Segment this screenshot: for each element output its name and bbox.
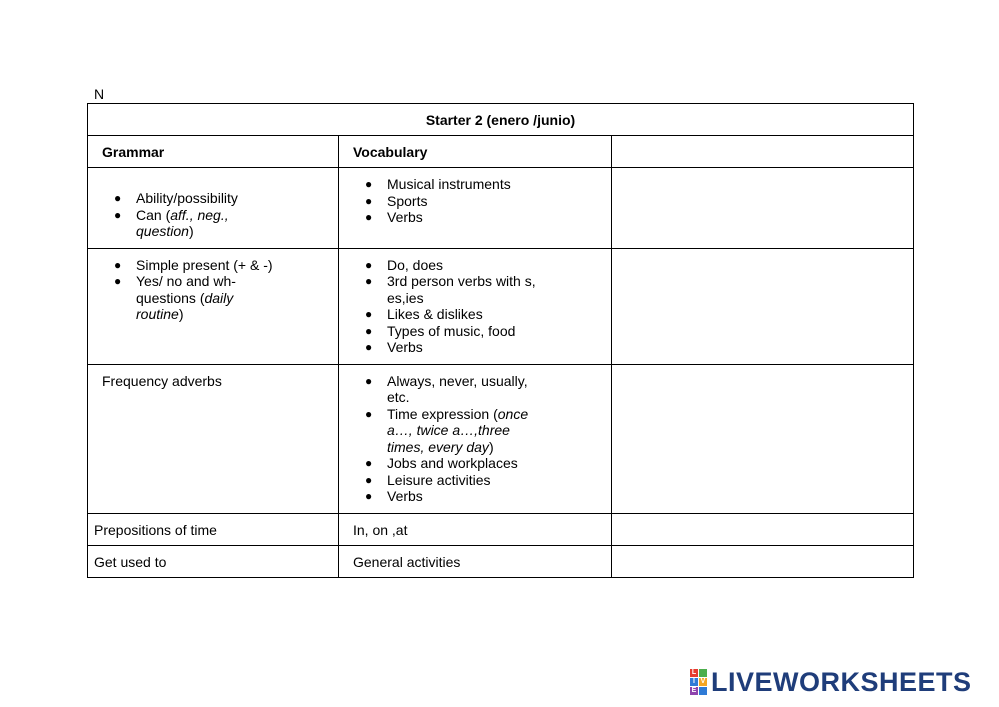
logo-text: LIVEWORKSHEETS	[711, 666, 972, 697]
list-item: ● Yes/ no and wh-questions (daily routine)	[114, 273, 236, 322]
logo-badge-letter: L	[691, 669, 697, 676]
header-empty	[612, 136, 914, 168]
list-item: ● Do, does	[365, 256, 444, 273]
corner-letter: N	[94, 86, 105, 102]
table-row	[88, 248, 914, 364]
grammar-cell: Frequency adverbs	[88, 364, 339, 513]
table-title: Starter 2 (enero /junio)	[88, 104, 914, 136]
empty-cell	[612, 248, 914, 364]
list-item: ● Verbs	[365, 339, 423, 355]
list-item: ● Leisure activities	[365, 471, 491, 488]
empty-cell	[612, 364, 914, 513]
empty-cell	[612, 513, 914, 545]
list-item: ● Can (aff., neg., question)	[114, 206, 229, 239]
grammar-cell	[88, 248, 339, 364]
table-row	[88, 513, 914, 545]
liveworksheets-logo	[690, 667, 972, 697]
header-grammar: Grammar	[88, 136, 339, 168]
vocab-cell	[339, 248, 612, 364]
vocab-cell	[339, 168, 612, 249]
vocab-cell: General activities	[339, 545, 612, 577]
table-row	[88, 545, 914, 577]
logo-badge-icon	[690, 669, 707, 695]
empty-cell	[612, 545, 914, 577]
list-item: ● 3rd person verbs with s, es,ies	[365, 273, 536, 306]
list-item: ● Ability/possibility	[114, 190, 238, 206]
list-item: ● Time expression (once a…, twice a…,three times, every day)	[365, 405, 529, 455]
grammar-cell: Prepositions of time	[88, 513, 339, 545]
syllabus-table	[87, 103, 914, 578]
logo-badge-letter: I	[690, 678, 698, 686]
vocab-cell	[339, 364, 612, 513]
list-item: ● Musical instruments	[365, 176, 511, 192]
list-item: ● Likes & dislikes	[365, 306, 483, 322]
logo-badge-letter: E	[691, 687, 697, 694]
vocab-cell: In, on ,at	[339, 513, 612, 545]
list-item: ● Simple present (+ & -)	[114, 256, 273, 273]
table-row	[88, 364, 914, 513]
list-item: ● Sports	[365, 192, 428, 209]
empty-cell	[612, 168, 914, 249]
header-vocabulary: Vocabulary	[339, 136, 612, 168]
table-row	[88, 168, 914, 249]
list-item: ● Verbs	[365, 209, 423, 225]
grammar-cell: Get used to	[88, 545, 339, 577]
list-item: ● Always, never, usually, etc.	[365, 372, 528, 405]
list-item: ● Jobs and workplaces	[365, 455, 518, 471]
grammar-cell	[88, 168, 339, 249]
list-item: ● Types of music, food	[365, 322, 516, 339]
logo-badge-letter: V	[700, 678, 706, 685]
list-item: ● Verbs	[365, 488, 423, 504]
